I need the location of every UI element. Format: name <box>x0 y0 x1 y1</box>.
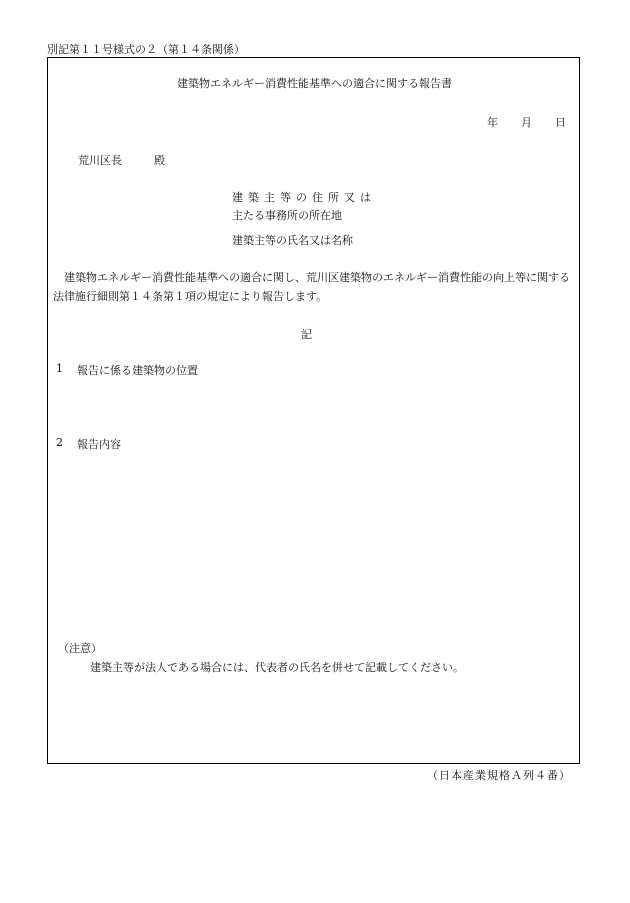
ki-heading: 記 <box>301 328 312 341</box>
body-text-line-1: 建築物エネルギー消費性能基準への適合に関し、荒川区建築物のエネルギー消費性能の向上等に関する <box>64 271 570 284</box>
reporter-address-label-2: 主たる事務所の所在地 <box>232 209 342 222</box>
date-month: 月 <box>521 116 532 129</box>
item-1-label: 報告に係る建築物の位置 <box>77 364 198 377</box>
paper-size-note: （日本産業規格Ａ列４番） <box>427 769 571 782</box>
reporter-name-label: 建築主等の氏名又は名称 <box>232 234 353 247</box>
notes-heading: （注意） <box>58 642 102 655</box>
form-number: 別記第１１号様式の２（第１４条関係） <box>47 43 245 56</box>
item-2-number: 2 <box>56 436 63 449</box>
date-day: 日 <box>555 116 566 129</box>
report-title: 建築物エネルギー消費性能基準への適合に関する報告書 <box>177 77 452 90</box>
addressee-honorific: 殿 <box>154 154 165 167</box>
item-2-label: 報告内容 <box>77 438 121 451</box>
reporter-address-label-1: 建築主等の住所又は <box>232 191 376 204</box>
date-year: 年 <box>487 116 498 129</box>
notes-text: 建築主等が法人である場合には、代表者の氏名を併せて記載してください。 <box>90 661 464 674</box>
item-1-number: 1 <box>56 362 63 375</box>
form-frame <box>47 57 580 764</box>
addressee-name: 荒川区長 <box>78 154 122 167</box>
body-text-line-2: 法律施行細則第１４条第１項の規定により報告します。 <box>53 290 328 303</box>
